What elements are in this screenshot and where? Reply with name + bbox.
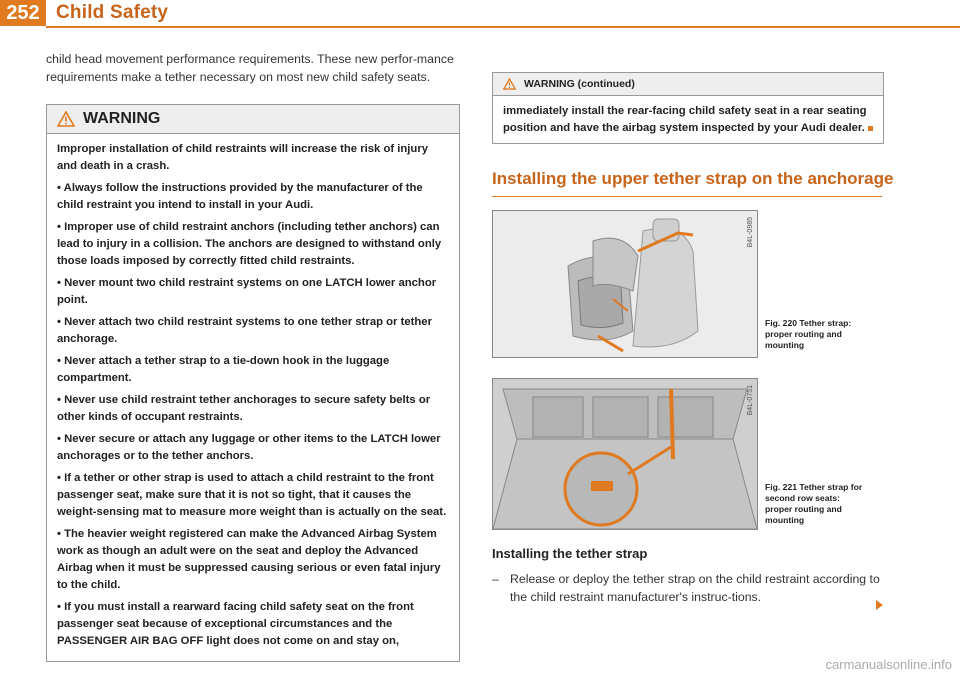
warning-header [47,105,459,134]
warning-paragraph: • If you must install a rearward facing child safety seat on the front passenger seat because of exceptional circumstances and the PASSENGER AIR BAG OFF light does not come on and stay on, [57,601,414,647]
watermark: carmanualsonline.info [825,657,952,672]
child-seat-illustration [493,211,757,357]
header-rule [46,26,960,28]
end-square-icon [868,126,873,131]
warning-paragraph: • If a tether or other strap is used to attach a child restraint to the front passenger seat, make sure that it is not so tight, that it causes the weight-sensing mat to measure more weight than is actually on the seat. [57,472,447,518]
warning-paragraph: • Never use child restraint tether anchorages to secure safety belts or other kinds of occupant restraints. [57,394,431,423]
figure-221-caption: Fig. 221 Tether strap for second row seats: proper routing and mounting [765,482,863,525]
figure-code: B4L-0751 [747,385,754,416]
page-number: 252 [0,0,46,26]
figure-221-image [492,378,758,530]
warning-paragraph: • Never secure or attach any luggage or other items to the LATCH lower anchorages or to the tether anchors. [57,433,441,462]
warning-body [47,134,459,661]
warning-paragraph: • Never mount two child restraint systems on one LATCH lower anchor point. [57,277,437,306]
section-rule [492,196,882,197]
right-column [492,54,912,197]
warning-continued-title: WARNING (continued) [524,78,635,90]
warning-paragraph: • Always follow the instructions provided by the manufacturer of the child restraint you intend to install in your Audi. [57,182,423,211]
warning-continued-header [493,73,883,96]
section-title: Installing the upper tether strap on the anchorage [492,169,894,188]
warning-continued-text: immediately install the rear-facing child safety seat in a rear seating position and have the airbag system inspected by your Audi dealer. [503,105,867,134]
warning-paragraph: • Never attach a tether strap to a tie-down hook in the luggage compartment. [57,355,390,384]
warning-box [46,104,460,662]
instruction-step [492,570,892,606]
subheading: Installing the tether strap [492,546,648,561]
intro-paragraph: child head movement performance requirements. These new perfor-mance requirements make a tether necessary on most new child safety seats. [46,52,454,84]
warning-paragraph: • The heavier weight registered can make the Advanced Airbag System work as though an adult were on the seat and deploy the Advanced Airbag when it must be suppressed causing serious or even fatal injury to the child. [57,528,441,591]
figure-code: B4L-0985 [747,217,754,248]
figure-220-image [492,210,758,358]
list-dash: – [492,572,499,586]
warning-paragraph: Improper installation of child restraints will increase the risk of injury and death in a crash. [57,143,429,172]
warning-continued-box [492,72,884,144]
warning-paragraph: • Improper use of child restraint anchors (including tether anchors) can lead to injury in a collision. The anchors are designed to withstand only those loads imposed by correctly fitted child restraints. [57,221,442,267]
warning-triangle-icon [503,78,516,90]
instruction-text: Release or deploy the tether strap on the child restraint according to the child restraint manufacturer's instruc-tions. [510,572,880,604]
warning-triangle-icon [57,111,75,127]
warning-continued-body [493,96,883,143]
figure-220-caption: Fig. 220 Tether strap: proper routing and mounting [765,318,852,350]
warning-paragraph: • Never attach two child restraint systems to one tether strap or tether anchorage. [57,316,432,345]
continue-arrow-icon [876,600,883,610]
left-column [46,50,462,662]
warning-title: WARNING [83,110,161,127]
page-title: Child Safety [56,2,169,23]
cargo-area-illustration [493,379,757,529]
